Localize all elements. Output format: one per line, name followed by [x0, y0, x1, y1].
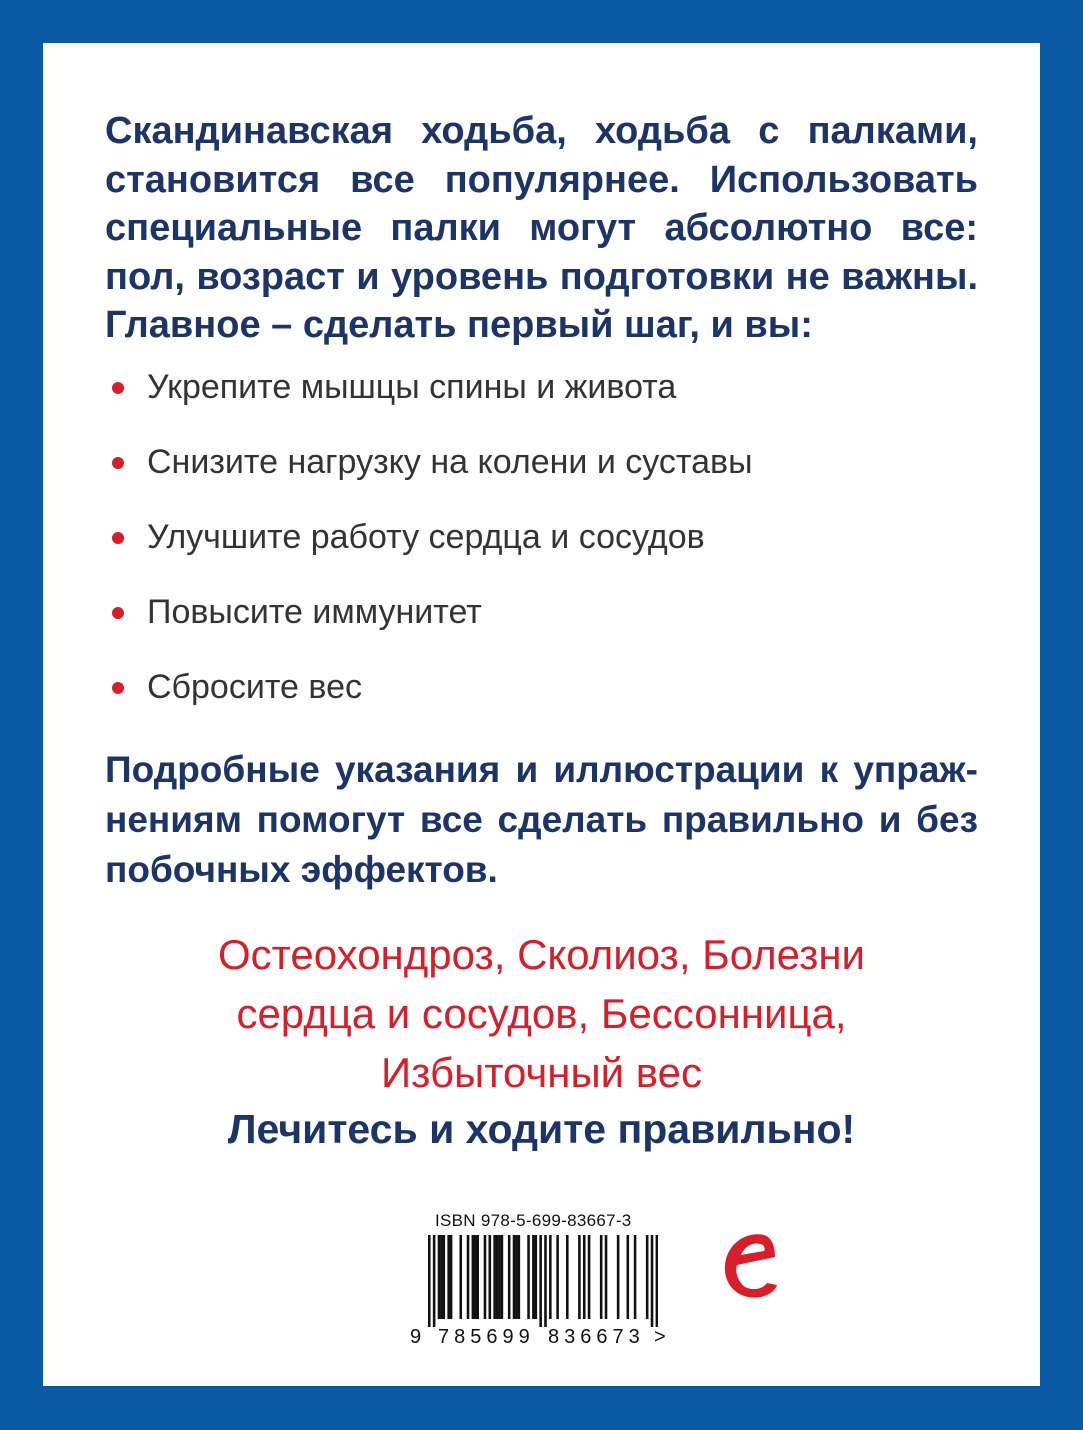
barcode-bar — [438, 1235, 441, 1319]
list-item — [105, 364, 978, 439]
barcode-bar — [474, 1235, 477, 1319]
list-item — [105, 514, 978, 589]
slogan: Лечитесь и ходите правильно! — [227, 1106, 856, 1152]
barcode-guard-bar — [428, 1235, 431, 1327]
ean-quiet-mark: > — [654, 1326, 666, 1348]
barcode-bar — [588, 1235, 591, 1319]
isbn-label: ISBN 978-5-699-83667-3 — [435, 1211, 632, 1230]
barcode-bar — [532, 1235, 535, 1319]
barcode-guard-bar — [656, 1235, 658, 1327]
barcode-bar — [549, 1235, 552, 1319]
barcode-bar — [501, 1235, 504, 1319]
bullet-dot-icon — [112, 607, 124, 619]
eksmo-logo-icon — [717, 1223, 781, 1307]
ean-digits — [408, 1325, 672, 1349]
bullet-dot-icon — [112, 382, 124, 394]
barcode-bar — [508, 1235, 511, 1319]
isbn-barcode — [408, 1211, 672, 1349]
barcode-bar — [617, 1235, 620, 1319]
barcode-bars — [428, 1235, 658, 1327]
benefits-list — [105, 364, 978, 739]
barcode-bar — [447, 1235, 450, 1319]
barcode-bar — [634, 1235, 637, 1319]
barcode-bar — [476, 1235, 479, 1319]
ean-lead-digit: 9 — [410, 1326, 422, 1348]
barcode-bar — [566, 1235, 569, 1319]
barcode-bar — [605, 1235, 608, 1319]
intro-paragraph: Скандинавская ходьба, ходьба с палками, становится все популярнее. Использовать специальные палки могут абсолютно все: пол, возраст и уровень подготовки не важны. Главное – сделать первый шаг, и вы: — [105, 110, 978, 346]
barcode-guard-bar — [544, 1235, 547, 1327]
benefit-text: Снизите нагрузку на колени и суставы — [147, 443, 753, 481]
barcode-bar — [443, 1235, 446, 1319]
barcode-guard-bar — [539, 1235, 542, 1327]
barcode-bar — [484, 1235, 487, 1319]
barcode-bar — [627, 1235, 630, 1319]
list-item — [105, 589, 978, 664]
barcode-bar — [498, 1235, 501, 1319]
ean-left-group: 785699 — [438, 1326, 535, 1348]
list-item — [105, 664, 978, 739]
benefit-text: Улучшите работу сердца и сосудов — [147, 518, 705, 556]
details-paragraph: Подробные указания и иллюстрации к упражнениям помогут все сделать правильно и без побочных эффектов. — [105, 749, 978, 890]
diseases-line: сердца и сосудов, Бессонница, — [236, 990, 847, 1037]
benefit-text: Сбросите вес — [147, 668, 362, 706]
barcode-bar — [496, 1235, 499, 1319]
diseases-line: Остеохондроз, Сколиоз, Болезни — [217, 931, 866, 978]
benefit-text: Повысите иммунитет — [147, 593, 482, 631]
barcode-guard-bar — [433, 1235, 436, 1327]
list-item — [105, 439, 978, 514]
benefit-text: Укрепите мышцы спины и живота — [147, 368, 677, 406]
barcode-bar — [527, 1235, 530, 1319]
barcode-bar — [646, 1235, 649, 1319]
barcode-bar — [515, 1235, 518, 1319]
ean-right-group: 836673 — [548, 1326, 645, 1348]
barcode-guard-bar — [651, 1235, 654, 1327]
barcode-bar — [459, 1235, 462, 1319]
barcode-bar — [472, 1235, 475, 1319]
barcode-bar — [583, 1235, 586, 1319]
barcode-bar — [513, 1235, 516, 1319]
bullet-dot-icon — [112, 532, 124, 544]
barcode-bar — [440, 1235, 443, 1319]
barcode-bar — [556, 1235, 559, 1319]
barcode-bar — [578, 1235, 581, 1319]
back-cover-panel — [43, 43, 1040, 1386]
barcode-bar — [600, 1235, 603, 1319]
bullet-dot-icon — [112, 682, 124, 694]
barcode-bar — [467, 1235, 470, 1319]
barcode-bar — [450, 1235, 453, 1319]
barcode-bar — [493, 1235, 496, 1319]
barcode-bar — [518, 1235, 521, 1319]
barcode-bar — [535, 1235, 538, 1319]
barcode-bar — [489, 1235, 492, 1319]
diseases-heading — [43, 925, 1040, 1102]
bullet-dot-icon — [112, 457, 124, 469]
diseases-line: Избыточный вес — [380, 1049, 702, 1096]
